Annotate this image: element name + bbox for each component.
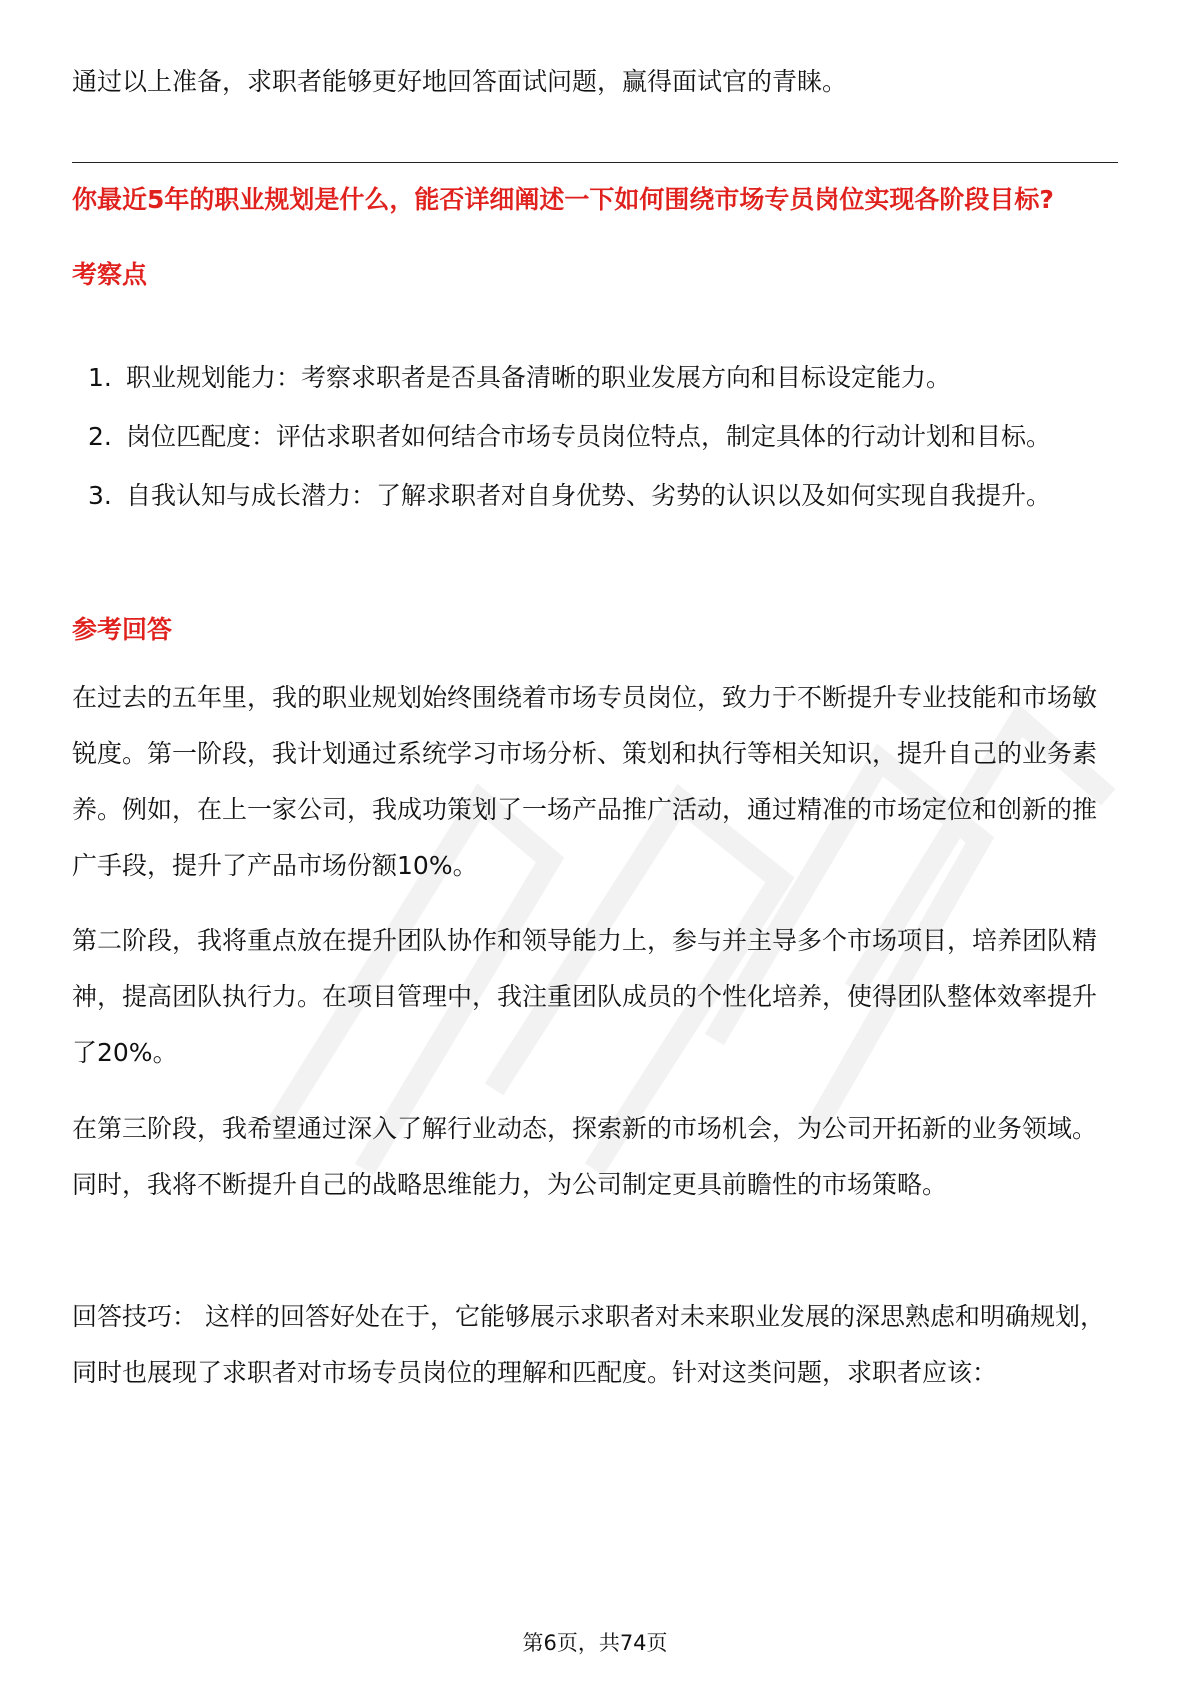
list-item-number: 3.: [88, 481, 112, 510]
list-item-text: 职业规划能力：考察求职者是否具备清晰的职业发展方向和目标设定能力。: [126, 363, 952, 392]
answer-paragraph-3: 在第三阶段，我希望通过深入了解行业动态，探索新的市场机会，为公司开拓新的业务领域。同时，我将不断提升自己的战略思维能力，为公司制定更具前瞻性的市场策略。: [72, 1114, 1098, 1199]
answer-title: 参考回答: [72, 615, 173, 644]
points-list: [72, 350, 1118, 527]
list-item-number: 2.: [88, 422, 112, 451]
intro-paragraph: 通过以上准备，求职者能够更好地回答面试问题，赢得面试官的青睐。: [72, 67, 848, 96]
list-item-text: 岗位匹配度：评估求职者如何结合市场专员岗位特点，制定具体的行动计划和目标。: [126, 422, 1052, 451]
answer-tips-paragraph: 回答技巧： 这样的回答好处在于，它能够展示求职者对未来职业发展的深思熟虑和明确规划，同时也展现了求职者对市场专员岗位的理解和匹配度。针对这类问题，求职者应该：: [72, 1302, 1105, 1387]
list-item-number: 1.: [88, 363, 112, 392]
section-divider: [72, 162, 1118, 163]
question-heading: 你最近5年的职业规划是什么，能否详细阐述一下如何围绕市场专员岗位实现各阶段目标?: [72, 185, 1054, 214]
answer-paragraph-1: 在过去的五年里，我的职业规划始终围绕着市场专员岗位，致力于不断提升专业技能和市场敏锐度。第一阶段，我计划通过系统学习市场分析、策划和执行等相关知识，提升自己的业务素养。例如，在上一家公司，我成功策划了一场产品推广活动，通过精准的市场定位和创新的推广手段，提升了产品市场份额10%。: [72, 683, 1098, 880]
list-item: [72, 468, 1118, 524]
points-title: 考察点: [72, 260, 148, 289]
page-footer: 第6页，共74页: [522, 1631, 668, 1655]
answer-paragraph-2: 第二阶段，我将重点放在提升团队协作和领导能力上，参与并主导多个市场项目，培养团队精神，提高团队执行力。在项目管理中，我注重团队成员的个性化培养，使得团队整体效率提升了20%。: [72, 926, 1098, 1067]
list-item: [72, 409, 1118, 465]
list-item-text: 自我认知与成长潜力：了解求职者对自身优势、劣势的认识以及如何实现自我提升。: [126, 481, 1052, 510]
list-item: [72, 350, 1118, 406]
